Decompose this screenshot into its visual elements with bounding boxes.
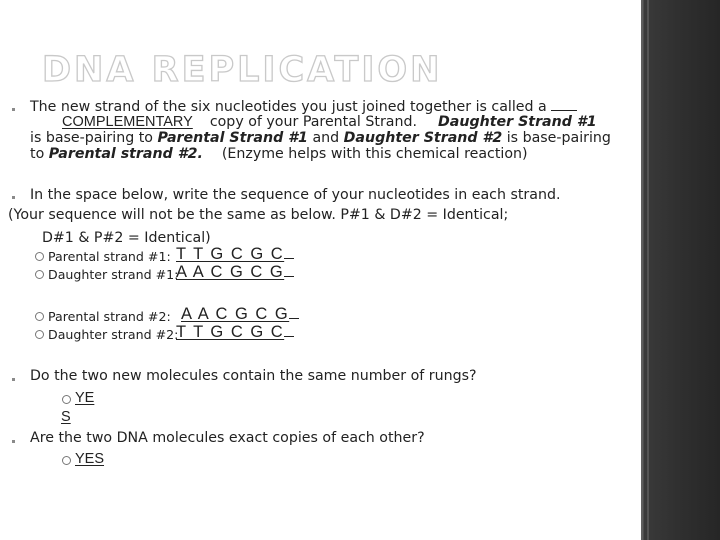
parental-strand-2-ref: Parental strand #2.	[48, 146, 203, 162]
strand-sequence-text: T T G C G C	[176, 245, 285, 263]
para1-line1-text: The new strand of the six nucleotides you just joined together is called a	[30, 99, 547, 115]
strand-label: Daughter strand #1:	[48, 267, 179, 282]
para1-line4-prefix: to	[30, 146, 45, 162]
strand-sequence-text: A A C G C G	[176, 263, 285, 281]
daughter-strand-2-ref: Daughter Strand #2	[343, 130, 503, 146]
para1-line4-suffix: (Enzyme helps with this chemical reaction)	[221, 146, 528, 162]
para1-line3-prefix: is base-pairing to	[30, 130, 153, 146]
para2-line3: D#1 & P#2 = Identical)	[42, 230, 211, 246]
sequence-underline	[289, 305, 299, 319]
para1-line4	[30, 145, 528, 163]
circle-bullet-icon	[62, 395, 71, 404]
para1-line3-mid: and	[312, 130, 340, 146]
answer-exact-copies: YES	[75, 451, 105, 467]
decorative-side-bar	[641, 0, 720, 540]
circle-bullet-icon	[35, 270, 44, 279]
strand-sequence	[181, 305, 299, 324]
strand-sequence	[176, 245, 294, 264]
circle-bullet-icon	[35, 252, 44, 261]
circle-bullet-icon	[35, 312, 44, 321]
strand-label: Parental strand #2:	[48, 309, 171, 324]
sequence-underline	[284, 263, 294, 277]
strand-sequence	[176, 323, 294, 342]
strand-sequence-text: A A C G C G	[181, 305, 290, 323]
bullet-dot	[12, 196, 15, 199]
strand-label: Parental strand #1:	[48, 249, 171, 264]
para2-line1: In the space below, write the sequence of your nucleotides in each strand.	[30, 187, 561, 203]
answer-blank	[551, 98, 577, 111]
para2-line2: (Your sequence will not be the same as below. P#1 & D#2 = Identical;	[8, 207, 509, 223]
strand-label: Daughter strand #2:	[48, 327, 179, 342]
circle-bullet-icon	[35, 330, 44, 339]
circle-bullet-icon	[62, 456, 71, 465]
answer-rungs-part2: S	[61, 409, 71, 425]
para1-line2-rest: copy of your Parental Strand.	[209, 114, 417, 130]
bullet-dot	[12, 378, 15, 381]
strand-sequence-text: T T G C G C	[176, 323, 285, 341]
daughter-strand-1-ref: Daughter Strand #1	[438, 114, 597, 130]
side-bar-stripe	[647, 0, 649, 540]
question-rungs: Do the two new molecules contain the same number of rungs?	[30, 368, 477, 384]
sequence-underline	[284, 323, 294, 337]
slide-title: DNA REPLICATION	[42, 50, 443, 90]
question-exact-copies: Are the two DNA molecules exact copies of each other?	[30, 430, 425, 446]
answer-rungs-part1: YE	[75, 390, 95, 406]
bullet-dot	[12, 108, 15, 111]
sequence-underline	[284, 245, 294, 259]
strand-sequence	[176, 263, 294, 282]
parental-strand-1-ref: Parental Strand #1	[157, 130, 308, 146]
para1-line3-suffix: is base-pairing	[506, 130, 611, 146]
complementary-answer: COMPLEMENTARY	[62, 114, 193, 130]
bullet-dot	[12, 440, 15, 443]
